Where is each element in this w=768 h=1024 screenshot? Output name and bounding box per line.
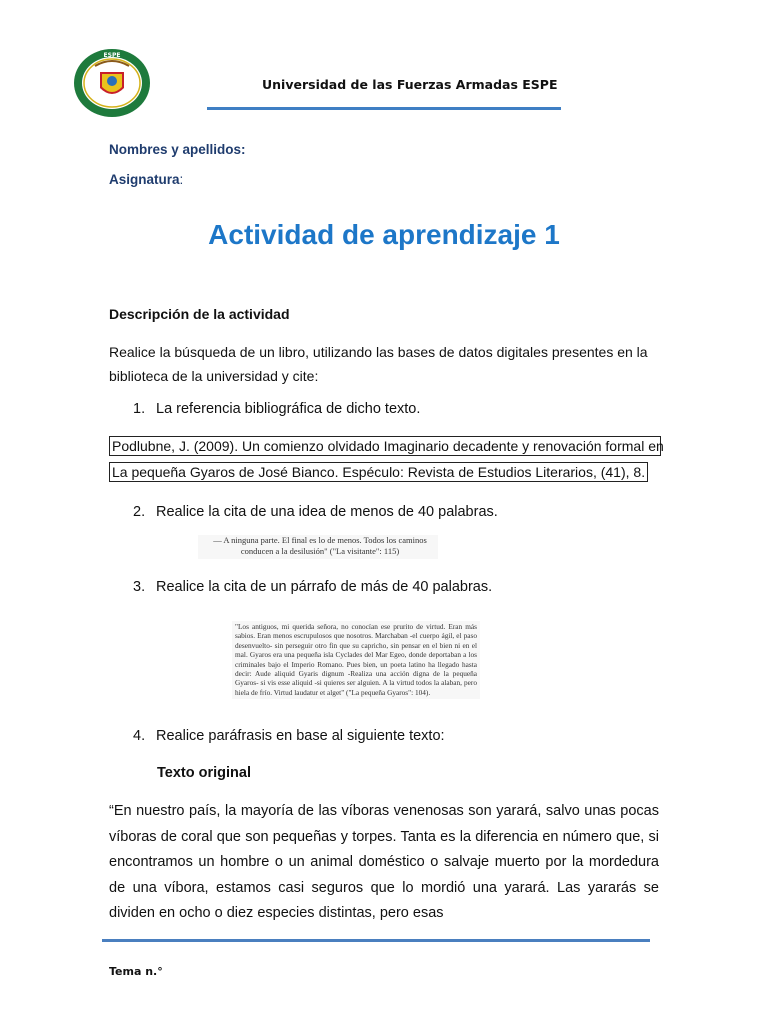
original-text-heading: Texto original	[157, 765, 251, 781]
logo-top-text: ESPE	[103, 52, 121, 59]
list-item-1	[133, 401, 420, 417]
long-quote-image: "Los antiguos, mi querida señora, no conocían ese prurito de virtud. Eran más sabios. Eran menos escrupulosos que nosotros. Marchaban -el cuerpo ágil, el paso desenvuelto- sin perseguir otro fin que su capricho, sin pensar en el bien ni en el mal. Gyaros era una pequeña isla Cyclades del Mar Egeo, donde deportaban a los criminales bajo el Imperio Romano. Pues bien, un poeta latino ha llegado hasta decir: Aude aliquid Gyaris dignum -Realiza una acción digna de la pequeña Gyaros- si vis esse aliquid -si quieres ser alguien. A la virtud todos la alaban, pero hiela de frío. Virtud laudatur et alget" ("La pequeña Gyaros": 104).	[232, 621, 480, 699]
espe-logo	[73, 48, 151, 118]
list-item-3	[133, 579, 492, 595]
item-number: 2.	[133, 504, 146, 520]
item-text: Realice la cita de una idea de menos de 40 palabras.	[156, 504, 498, 520]
names-label: Nombres y apellidos:	[109, 142, 246, 157]
reference-line-1: Podlubne, J. (2009). Un comienzo olvidado Imaginario decadente y renovación formal en	[109, 436, 661, 456]
subject-colon: :	[179, 172, 184, 187]
description-intro: Realice la búsqueda de un libro, utilizando las bases de datos digitales presentes en la biblioteca de la universidad y cite:	[109, 344, 648, 384]
subject-field	[109, 172, 183, 187]
item-text: Realice paráfrasis en base al siguiente texto:	[156, 728, 445, 744]
item-number: 4.	[133, 728, 146, 744]
item-number: 1.	[133, 401, 146, 417]
list-item-2	[133, 504, 498, 520]
subject-label: Asignatura	[109, 172, 180, 187]
item-text: Realice la cita de un párrafo de más de 40 palabras.	[156, 579, 493, 595]
university-name: Universidad de las Fuerzas Armadas ESPE	[262, 77, 558, 92]
item-text: La referencia bibliográfica de dicho texto.	[156, 401, 421, 417]
item-number: 3.	[133, 579, 146, 595]
short-quote-image: — A ninguna parte. El final es lo de menos. Todos los caminos conducen a la desilusión" ("La visitante": 115)	[198, 535, 438, 559]
description-heading: Descripción de la actividad	[109, 306, 290, 322]
page-title: Actividad de aprendizaje 1	[208, 219, 560, 250]
footer-rule	[102, 939, 650, 942]
list-item-4	[133, 728, 445, 744]
topic-label: Tema n.°	[109, 965, 163, 978]
reference-line-2: La pequeña Gyaros de José Bianco. Espéculo: Revista de Estudios Literarios, (41), 8.	[109, 462, 648, 482]
original-text: “En nuestro país, la mayoría de las víboras venenosas son yarará, salvo unas pocas víboras de coral que son pequeñas y torpes. Tanta es la diferencia en número que, si encontramos un hombre o un animal doméstico o salvaje muerto por la mordedura de una víbora, estamos casi seguros que lo mordió una yarará. Las yararás se dividen en ocho o diez especies distintas, pero esas	[109, 803, 659, 921]
header-rule	[207, 107, 561, 110]
